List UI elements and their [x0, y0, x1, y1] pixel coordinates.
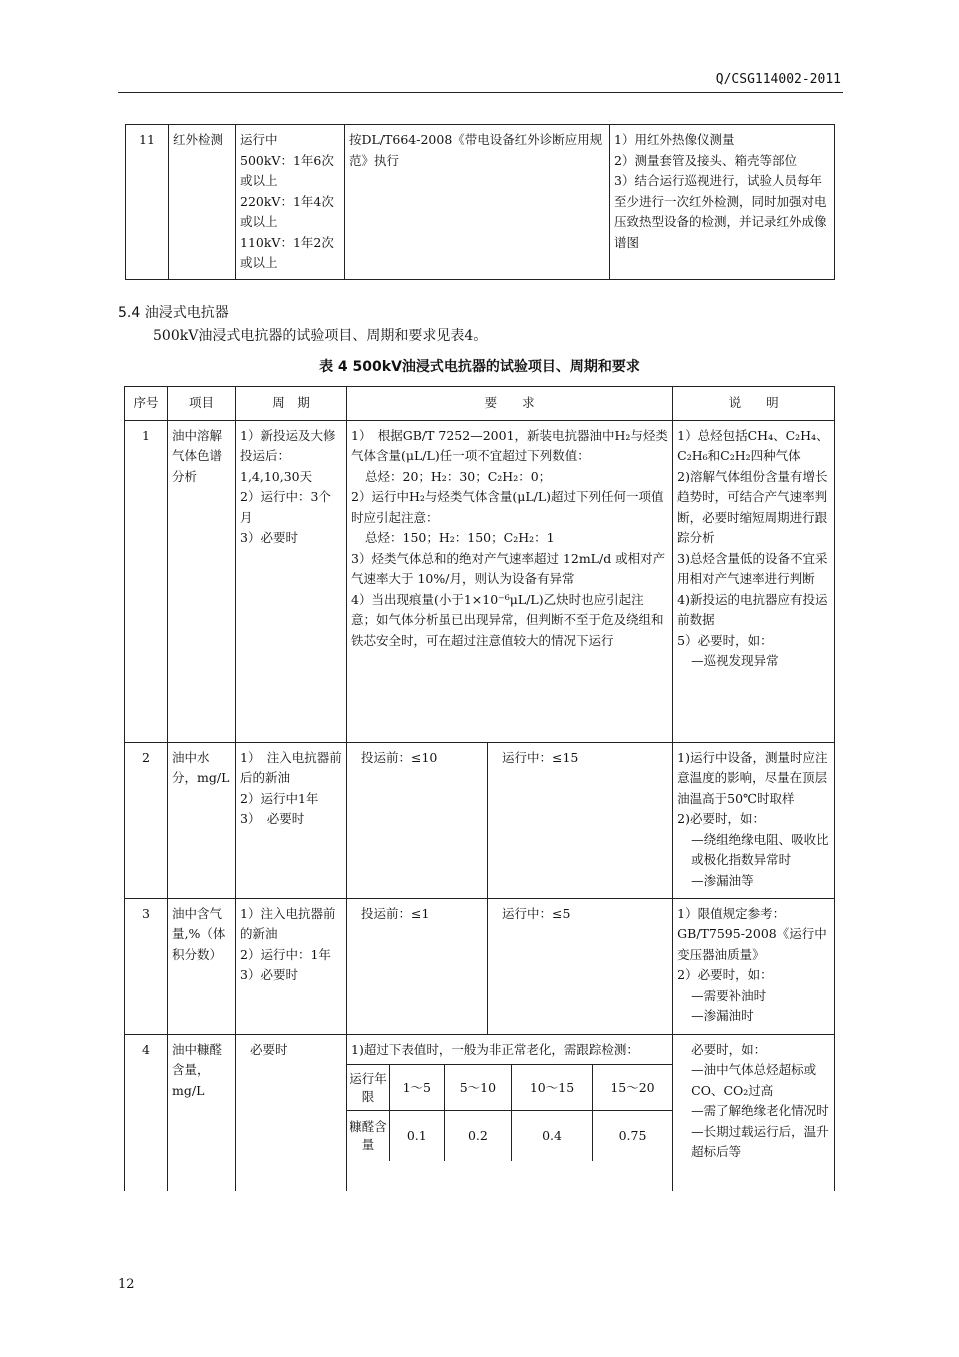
row-number: 11: [126, 125, 169, 280]
furfural-header: 糠醛含量: [347, 1111, 390, 1161]
years-cell: 1～5: [390, 1065, 445, 1111]
req-before-operation: 投运前：≤10: [347, 742, 488, 898]
note-line: —渗漏油等: [691, 872, 754, 888]
note-line: 必要时，如：: [691, 1041, 767, 1057]
req-line: 4）当出现痕量(小于1×10⁻⁶μL/L)乙炔时也应引起注意；如气体分析虽已出现异常，但判断不至于危及绕组和铁芯安全时，可在超过注意值较大的情况下运行: [351, 591, 664, 648]
period-line: 2）运行中：1年: [240, 946, 331, 962]
note-line: —巡视发现异常: [691, 653, 779, 668]
item-cell: 油中含气量,%（体积分数）: [168, 898, 236, 1034]
row-number: 4: [125, 1034, 168, 1191]
header-requirement: 要 求: [347, 387, 673, 421]
header-item: 项目: [168, 387, 236, 421]
period-line: 3） 必要时: [240, 811, 305, 826]
note-line: —渗漏油时: [691, 1008, 754, 1023]
item-cell: 油中糠醛含量，mg/L: [168, 1034, 236, 1191]
header-note: 说 明: [673, 387, 835, 421]
period-line: 220kV：1年4次或以上: [240, 193, 334, 229]
period-cell: [236, 898, 347, 1034]
note-line: —需了解绝缘老化情况时: [691, 1103, 829, 1118]
req-line: 2）运行中H₂与烃类气体含量(μL/L)超过下列任何一项值时应引起注意：: [351, 489, 664, 525]
row-number: 3: [125, 898, 168, 1034]
note-line: 2）必要时，如：: [677, 967, 773, 982]
reactor-test-table: [124, 386, 835, 1191]
note-line: 2)必要时，如：: [677, 811, 765, 826]
previous-table-row: [125, 124, 835, 280]
req-in-operation: 运行中：≤5: [488, 898, 673, 1034]
table-caption: 表 4 500kV油浸式电抗器的试验项目、周期和要求: [319, 359, 640, 375]
years-header: 运行年限: [347, 1065, 390, 1111]
note-line: —长期过载运行后，温升超标后等: [691, 1123, 829, 1159]
furfural-value: 0.1: [390, 1111, 445, 1161]
period-line: 1）注入电抗器前的新油: [240, 905, 336, 941]
note-line: 2）测量套管及接头、箱壳等部位: [614, 152, 797, 168]
note-line: 1）用红外热像仪测量: [614, 132, 735, 147]
note-cell: [673, 742, 835, 898]
note-line: 3)总烃含量低的设备不宜采用相对产气速率进行判断: [677, 550, 828, 586]
section-title: 5.4 油浸式电抗器: [118, 305, 229, 321]
req-line: 3）烃类气体总和的绝对产气速率超过 12mL/d 或相对产气速率大于 10%/月，则认为设备有异常: [351, 550, 666, 586]
item-cell: 油中水分，mg/L: [168, 742, 236, 898]
period-line: 运行中: [240, 132, 278, 147]
note-cell: [610, 125, 835, 280]
period-cell: [236, 125, 345, 280]
row-number: 2: [125, 742, 168, 898]
years-cell: 5～10: [444, 1065, 512, 1111]
note-line: —油中气体总烃超标或CO、CO₂过高: [691, 1062, 817, 1098]
header-rule: [118, 92, 843, 93]
period-line: 2）运行中：3个月: [240, 489, 331, 525]
period-cell: [236, 420, 347, 742]
note-line: 1）限值规定参考：GB/T7595-2008《运行中变压器油质量》: [677, 905, 827, 962]
note-line: 5）必要时，如：: [677, 632, 773, 648]
period-cell: 必要时: [236, 1034, 347, 1191]
period-line: 3）必要时: [240, 967, 298, 982]
note-line: —绕组绝缘电阻、吸收比或极化指数异常时: [691, 831, 829, 867]
standard-code: Q/CSG114002-2011: [715, 72, 841, 87]
furfural-limit-table: [347, 1064, 672, 1161]
requirement-cell: 按DL/T664-2008《带电设备红外诊断应用规范》执行: [345, 125, 610, 280]
period-line: 1） 注入电抗器前后的新油: [240, 749, 342, 785]
note-line: 1)运行中设备，测量时应注意温度的影响，尽量在顶层油温高于50℃时取样: [677, 749, 828, 806]
req-line: 总烃：150；H₂：150；C₂H₂：1: [365, 530, 555, 545]
requirement-cell: [347, 1034, 673, 1191]
note-cell: [673, 898, 835, 1034]
period-line: 3）必要时: [240, 530, 298, 545]
period-line: 1）新投运及大修投运后：1,4,10,30天: [240, 427, 336, 484]
note-line: —需要补油时: [691, 987, 767, 1003]
item-cell: 油中溶解气体色谱分析: [168, 420, 236, 742]
section-text: 500kV油浸式电抗器的试验项目、周期和要求见表4。: [153, 328, 488, 344]
note-line: 1）总烃包括CH₄、C₂H₄、C₂H₆和C₂H₂四种气体: [677, 427, 829, 463]
period-line: 2）运行中1年: [240, 790, 319, 806]
furfural-value: 0.4: [512, 1111, 593, 1161]
page-number: 12: [118, 1277, 135, 1292]
item-cell: 红外检测: [169, 125, 236, 280]
period-line: 110kV：1年2次或以上: [240, 234, 334, 270]
period-line: 500kV：1年6次或以上: [240, 152, 334, 188]
header-period: 周 期: [236, 387, 347, 421]
req-text: 1)超过下表值时，一般为非正常老化，需跟踪检测：: [351, 1041, 639, 1057]
note-cell: [673, 420, 835, 742]
req-before-operation: 投运前：≤1: [347, 898, 488, 1034]
note-cell: [673, 1034, 835, 1191]
furfural-value: 0.75: [592, 1111, 672, 1161]
requirement-cell: [347, 420, 673, 742]
note-line: 4)新投运的电抗器应有投运前数据: [677, 591, 828, 627]
furfural-value: 0.2: [444, 1111, 512, 1161]
note-line: 3）结合运行巡视进行，试验人员每年至少进行一次红外检测，同时加强对电压致热型设备的检测，并记录红外成像谱图: [614, 173, 827, 250]
note-line: 2)溶解气体组份含量有增长趋势时，可结合产气速率判断，必要时缩短周期进行跟踪分析: [677, 468, 828, 545]
years-cell: 10～15: [512, 1065, 593, 1111]
period-cell: [236, 742, 347, 898]
years-cell: 15～20: [592, 1065, 672, 1111]
row-number: 1: [125, 420, 168, 742]
req-in-operation: 运行中：≤15: [488, 742, 673, 898]
header-no: 序号: [125, 387, 168, 421]
req-line: 总烃：20；H₂：30；C₂H₂：0；: [365, 468, 552, 484]
req-line: 1） 根据GB/T 7252—2001，新装电抗器油中H₂与烃类气体含量(μL/L)任一项不宜超过下列数值：: [351, 427, 668, 463]
